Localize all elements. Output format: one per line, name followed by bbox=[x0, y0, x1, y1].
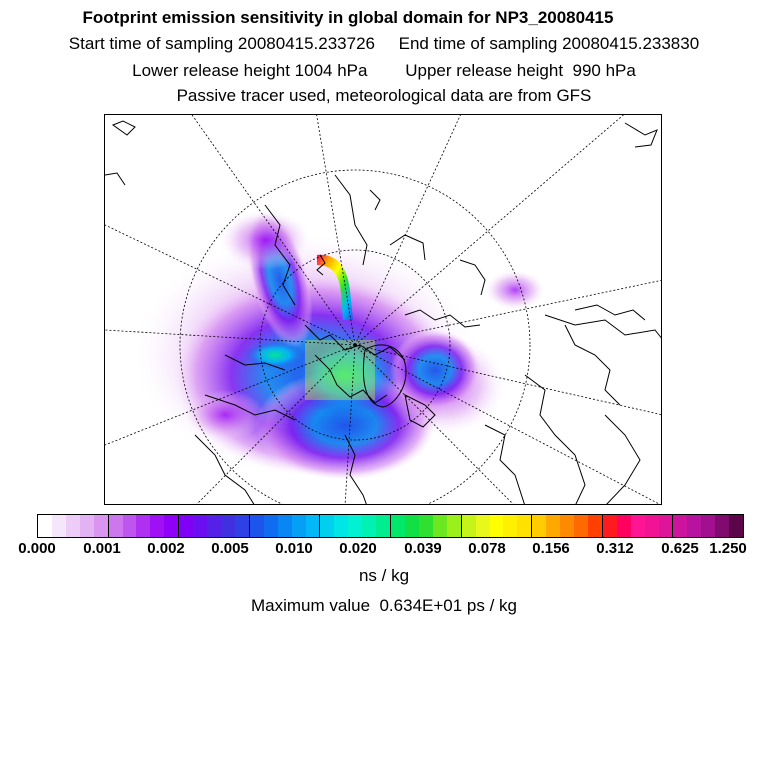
tick-label: 0.312 bbox=[596, 540, 634, 557]
map-canvas bbox=[105, 115, 662, 505]
colorbar-cell bbox=[193, 515, 207, 537]
colorbar-cell bbox=[150, 515, 164, 537]
colorbar-cell bbox=[560, 515, 574, 537]
colorbar-cell bbox=[391, 515, 405, 537]
colorbar-cell bbox=[687, 515, 701, 537]
colorbar-cell bbox=[164, 515, 179, 537]
tick-label: 0.002 bbox=[147, 540, 185, 557]
tick-label: 0.020 bbox=[339, 540, 377, 557]
maximum-value-label: Maximum value 0.634E+01 ps / kg bbox=[251, 596, 517, 615]
sampling-time-line: Start time of sampling 20080415.233726 End time of sampling 20080415.233830 bbox=[68, 34, 700, 53]
colorbar-cell bbox=[66, 515, 80, 537]
colorbar-cell bbox=[136, 515, 150, 537]
colorbar-cell bbox=[306, 515, 321, 537]
colorbar-cell bbox=[94, 515, 109, 537]
colorbar-cell bbox=[320, 515, 334, 537]
tick-label: 0.000 bbox=[18, 540, 56, 557]
tick-label: 0.039 bbox=[404, 540, 442, 557]
tick-label: 0.005 bbox=[211, 540, 249, 557]
footprint-map[interactable] bbox=[104, 114, 662, 505]
colorbar-cell bbox=[433, 515, 447, 537]
colorbar-tick-labels bbox=[0, 540, 768, 560]
colorbar-cell bbox=[179, 515, 193, 537]
colorbar-cell bbox=[617, 515, 631, 537]
colorbar-cell bbox=[348, 515, 362, 537]
colorbar-cell bbox=[503, 515, 517, 537]
tracer-info-line: Passive tracer used, meteorological data are from GFS bbox=[176, 86, 592, 105]
colorbar-cell bbox=[588, 515, 603, 537]
colorbar-cell bbox=[362, 515, 376, 537]
colorbar-cell bbox=[52, 515, 66, 537]
colorbar-cell bbox=[729, 515, 743, 537]
colorbar-cell bbox=[715, 515, 729, 537]
colorbar-cell bbox=[278, 515, 292, 537]
colorbar-cell bbox=[221, 515, 235, 537]
colorbar-cell bbox=[659, 515, 674, 537]
colorbar-cell bbox=[334, 515, 348, 537]
colorbar-cell bbox=[603, 515, 617, 537]
colorbar-cell bbox=[38, 515, 52, 537]
colorbar-cell bbox=[490, 515, 504, 537]
colorbar-cell bbox=[574, 515, 588, 537]
tick-label: 0.156 bbox=[532, 540, 570, 557]
colorbar-cell bbox=[447, 515, 462, 537]
colorbar-units: ns / kg bbox=[358, 566, 410, 585]
colorbar-cell bbox=[207, 515, 221, 537]
tick-label: 0.010 bbox=[275, 540, 313, 557]
colorbar-cell bbox=[476, 515, 490, 537]
colorbar-cell bbox=[376, 515, 391, 537]
colorbar-cell bbox=[123, 515, 137, 537]
colorbar-cell bbox=[80, 515, 94, 537]
tick-label: 0.078 bbox=[468, 540, 506, 557]
colorbar-cell bbox=[405, 515, 419, 537]
colorbar-cell bbox=[462, 515, 476, 537]
chart-title: Footprint emission sensitivity in global domain for NP3_20080415 bbox=[82, 8, 614, 27]
tick-label: 0.001 bbox=[83, 540, 121, 557]
colorbar-cell bbox=[292, 515, 306, 537]
colorbar-cell bbox=[264, 515, 278, 537]
colorbar-cell bbox=[419, 515, 433, 537]
colorbar-cell bbox=[673, 515, 687, 537]
colorbar-cell bbox=[631, 515, 645, 537]
tick-label: 1.250 bbox=[709, 540, 747, 557]
colorbar-cell bbox=[235, 515, 250, 537]
colorbar-cell bbox=[701, 515, 715, 537]
colorbar-cell bbox=[645, 515, 659, 537]
colorbar-cell bbox=[250, 515, 264, 537]
colorbar-cell bbox=[546, 515, 560, 537]
colorbar-cell bbox=[532, 515, 546, 537]
release-height-line: Lower release height 1004 hPa Upper release height 990 hPa bbox=[132, 61, 636, 80]
tick-label: 0.625 bbox=[661, 540, 699, 557]
colorbar bbox=[37, 514, 744, 538]
colorbar-cell bbox=[517, 515, 532, 537]
colorbar-cell bbox=[109, 515, 123, 537]
